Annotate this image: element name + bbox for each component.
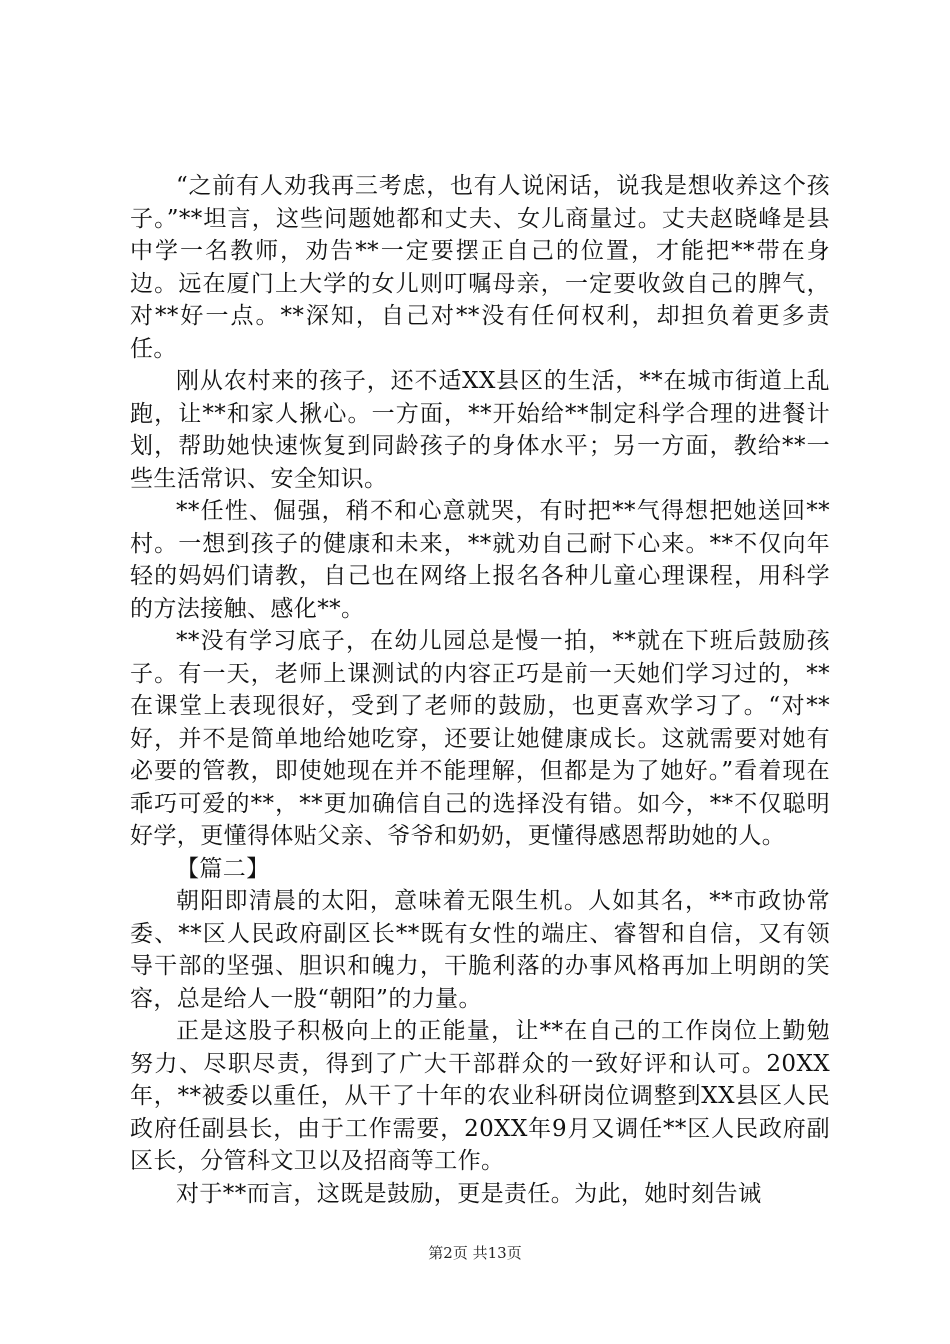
paragraph-3: **任性、倔强，稍不和心意就哭，有时把**气得想把她送回**村。一想到孩子的健康和未来，**就劝自己耐下心来。**不仅向年轻的妈妈们请教，自己也在网络上报名各种儿童心理课程，用科学的方法接触、感化**。 [130, 498, 830, 622]
paragraph-1: “之前有人劝我再三考虑，也有人说闲话，说我是想收养这个孩子。”**坦言，这些问题她都和丈夫、女儿商量过。丈夫赵晓峰是县中学一名教师，劝告**一定要摆正自己的位置，才能把**带在身边。远在厦门上大学的女儿则叮嘱母亲，一定要收敛自己的脾气，对**好一点。**深知，自己对**没有任何权利，却担负着更多责任。 [130, 173, 830, 362]
paragraph-4: **没有学习底子，在幼儿园总是慢一拍，**就在下班后鼓励孩子。有一天，老师上课测试的内容正巧是前一天她们学习过的，**在课堂上表现很好，受到了老师的鼓励，也更喜欢学习了。“对**好，并不是简单地给她吃穿，还要让她健康成长。这就需要对她有必要的管教，即使她现在并不能理解，但都是为了她好。”看着现在乖巧可爱的**，**更加确信自己的选择没有错。如今，**不仅聪明好学，更懂得体贴父亲、爷爷和奶奶，更懂得感恩帮助她的人。 [130, 628, 830, 849]
paragraph-6: 正是这股子积极向上的正能量，让**在自己的工作岗位上勤勉努力、尽职尽责，得到了广大干部群众的一致好评和认可。20XX年，**被委以重任，从干了十年的农业科研岗位调整到XX县区人民政府任副县长，由于工作需要，20XX年9月又调任**区人民政府副区长，分管科文卫以及招商等工作。 [130, 1018, 830, 1174]
paragraph-5: 朝阳即清晨的太阳，意味着无限生机。人如其名，**市政协常委、**区人民政府副区长**既有女性的端庄、睿智和自信，又有领导干部的坚强、胆识和魄力，干脆利落的办事风格再加上明朗的笑容，总是给人一股“朝阳”的力量。 [130, 888, 830, 1012]
section-heading: 【篇二】 [176, 855, 270, 882]
page-number-footer: 第2页 共13页 [428, 1244, 522, 1262]
paragraph-7: 对于**而言，这既是鼓励，更是责任。为此，她时刻告诫 [176, 1180, 762, 1207]
document-body [130, 170, 830, 1210]
paragraph-2: 刚从农村来的孩子，还不适XX县区的生活，**在城市街道上乱跑，让**和家人揪心。一方面，**开始给**制定科学合理的进餐计划，帮助她快速恢复到同龄孩子的身体水平；另一方面，教给**一些生活常识、安全知识。 [130, 368, 830, 492]
